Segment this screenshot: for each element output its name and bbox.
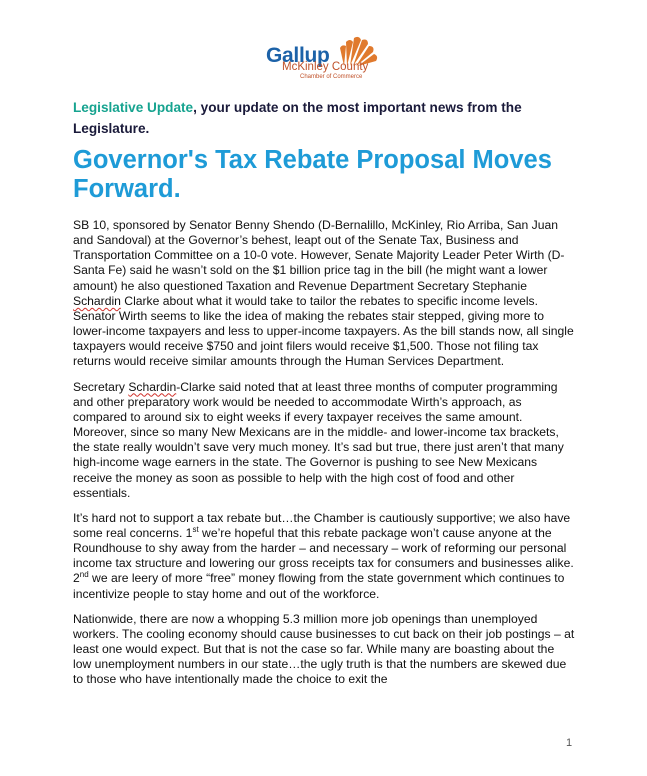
- text-run: It’s hard not to support a tax rebate but…the Chamber is cautiously supportive; we also have some real concerns. 1: [73, 510, 571, 540]
- logo-wordmark: Gallup: [266, 44, 330, 67]
- paragraph-1: [73, 218, 575, 370]
- article-headline: Governor's Tax Rebate Proposal Moves Forward.: [73, 146, 552, 203]
- text-run: we are leery of more “free” money flowing from the state government which continues to incentivize people to stay home and out of the workforce.: [73, 571, 565, 601]
- page-number: 1: [566, 737, 573, 749]
- text-run: we’re hopeful that this rebate package won’t cause anyone at the Roundhouse to shy away from the harder – and necessary – work of reforming our personal income tax structure and lowering our gross receipts tax for consumers and businesses alike. 2: [73, 525, 574, 586]
- ordinal-suffix: nd: [79, 570, 89, 580]
- article-body: [73, 218, 575, 698]
- text-run: Clarke about what it would take to tailor the rebates to specific income levels. Senator Wirth seems to like the idea of making the rebates stair stepped, giving more to lower-income taxpayers and less to upper-income taxpayers. As the bill stands now, all single taxpayers would receive $750 and joint filers would receive $1,500. Those not filing tax returns would receive similar amounts through the Human Services Department.: [73, 293, 574, 369]
- ordinal-suffix: st: [192, 524, 199, 534]
- chamber-logo: [262, 34, 387, 84]
- newsletter-name: Legislative Update: [73, 100, 194, 115]
- text-run: Secretary: [73, 379, 129, 394]
- paragraph-3: [73, 511, 575, 602]
- paragraph-2: [73, 380, 575, 501]
- misspelled-name: Schardin: [128, 379, 177, 394]
- text-run: -Clarke said noted that at least three months of computer programming and other preparatory work would be needed to accommodate Wirth’s approach, as compared to around six to eight weeks if every taxpayer receives the same amount. Moreover, since so many New Mexicans are in the middle- and lower-income tax brackets, the state really wouldn’t save very much money. It’s sad but true, there just aren’t that many high-income wage earners in the state. The Governor is pushing to see New Mexicans receive the money as soon as possible to help with the high cost of food and other essentials.: [73, 379, 564, 500]
- paragraph-4: Nationwide, there are now a whopping 5.3 million more job openings than unemployed workers. The cooling economy should cause businesses to cut back on their job postings – at least one would expect. But that is not the case so far. While many are boasting about the low unemployment numbers in our state…the ugly truth is that the numbers are skewed due to those who have intentionally made the choice to exit the: [73, 611, 575, 687]
- logo-tagline: Chamber of Commerce: [300, 74, 363, 80]
- intro-text: , your update on the most important news from the Legislature.: [73, 100, 522, 136]
- intro-line: [73, 97, 573, 139]
- logo-subname: McKinley County: [282, 61, 369, 73]
- text-run: SB 10, sponsored by Senator Benny Shendo (D-Bernalillo, McKinley, Rio Arriba, San Juan and Sandoval) at the Governor’s behest, leapt out of the Senate Tax, Business and Transportation Committee on a 10-0 vote. However, Senate Majority Leader Peter Wirth (D-Santa Fe) said he wasn’t sold on the $1 billion price tag in the bill (he might want a lower amount) he also questioned Taxation and Revenue Department Secretary Stephanie: [73, 218, 565, 293]
- misspelled-name: Schardin: [73, 293, 121, 308]
